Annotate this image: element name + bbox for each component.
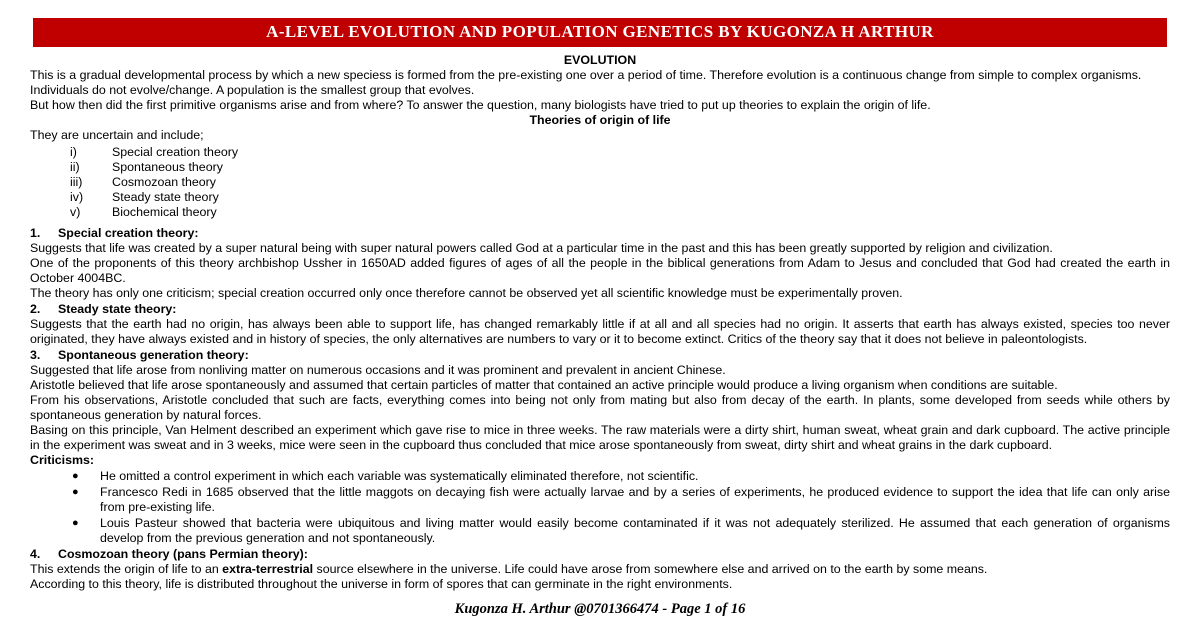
section-4-text-post: source elsewhere in the universe. Life could have arose from somewhere else and arrived on to the earth by some means. <box>313 562 988 577</box>
section-4-bold-term: extra-terrestrial <box>222 562 314 577</box>
intro-paragraph-3: But how then did the first primitive organisms arise and from where? To answer the question, many biologists have tried to put up theories to explain the origin of life. <box>30 98 931 112</box>
section-3-paragraph-2: Aristotle believed that life arose spontaneously and assumed that certain particles of matter that contained an active principle would produce a living organism when conditions are suitable. <box>30 378 1058 392</box>
list-marker: i) <box>70 145 77 159</box>
section-title-text: Steady state theory: <box>58 302 177 316</box>
section-heading-theories: Theories of origin of life <box>529 113 671 127</box>
list-marker: v) <box>70 205 81 219</box>
list-marker: ii) <box>70 160 80 174</box>
section-3-heading <box>30 348 1170 363</box>
criticism-text: Francesco Redi in 1685 observed that the little maggots on decaying fish were actually larvae and by a series of experiments, he produced evidence to support the idea that life can only arise from pre-existing life. <box>100 485 1170 515</box>
section-1-paragraph-3: The theory has only one criticism; special creation occurred only once therefore cannot be observed yet all scientific knowledge must be experimentally proven. <box>30 286 903 300</box>
list-lead-text: They are uncertain and include; <box>30 128 204 142</box>
section-number: 3. <box>30 348 41 362</box>
list-item <box>70 175 1170 190</box>
list-item <box>72 485 1170 515</box>
page-title: EVOLUTION <box>563 53 637 67</box>
criticisms-label: Criticisms: <box>30 453 95 467</box>
section-number: 1. <box>30 226 41 240</box>
bullet-icon: ● <box>72 470 79 482</box>
list-item <box>70 160 1170 175</box>
section-4-heading <box>30 547 1170 562</box>
section-3-paragraph-3: From his observations, Aristotle concluded that such are facts, everything comes into being not only from mating but also from decay of the earth. In plants, some developed from seeds while others by spontaneous generation by natural forces. <box>30 393 1170 422</box>
section-number: 4. <box>30 547 41 562</box>
theories-list <box>30 145 1170 220</box>
section-1-paragraph-1: Suggests that life was created by a super natural being with super natural powers called God at a particular time in the past and this has been greatly supported by religion and civilization. <box>30 241 1053 255</box>
list-item <box>72 516 1170 546</box>
list-item <box>70 205 1170 220</box>
list-item-label: Cosmozoan theory <box>112 175 216 189</box>
section-1-paragraph-2: One of the proponents of this theory archbishop Ussher in 1650AD added figures of ages of all the people in the biblical generations from Adam to Jesus and concluded that God had created the earth in October 4004BC. <box>30 256 1170 285</box>
section-3-paragraph-4: Basing on this principle, Van Helment described an experiment which gave rise to mice in three weeks. The raw materials were a dirty shirt, human sweat, wheat grain and dark cupboard. The active principle in the experiment was sweat and in 3 weeks, mice were seen in the cupboard thus concluded that mice arose spontaneously from sweat, dirty shirt and wheat grains in the dark cupboard. <box>30 423 1170 452</box>
bullet-icon: ● <box>72 517 79 530</box>
section-2-heading <box>30 302 1170 317</box>
section-4-text-pre: This extends the origin of life to an <box>30 562 223 577</box>
intro-paragraph-2: Individuals do not evolve/change. A population is the smallest group that evolves. <box>30 83 475 97</box>
document-header-banner: A-LEVEL EVOLUTION AND POPULATION GENETICS BY KUGONZA H ARTHUR <box>33 18 1167 47</box>
list-item-label: Spontaneous theory <box>112 160 223 174</box>
section-3-paragraph-1: Suggested that life arose from nonliving matter on numerous occasions and it was prominent and prevalent in ancient Chinese. <box>30 363 726 377</box>
list-item <box>72 469 1170 484</box>
section-title-text: Special creation theory: <box>58 226 199 240</box>
criticism-text: He omitted a control experiment in which each variable was systematically eliminated therefore, not scientific. <box>100 469 699 483</box>
section-4-paragraph-1 <box>30 562 1170 577</box>
list-item-label: Biochemical theory <box>112 205 217 219</box>
list-item-label: Special creation theory <box>112 145 239 159</box>
section-4-paragraph-2: According to this theory, life is distributed throughout the universe in form of spores that can germinate in the right environments. <box>30 577 733 592</box>
criticism-text: Louis Pasteur showed that bacteria were ubiquitous and living matter would easily become contaminated if it was not adequately sterilized. He assumed that each generation of organisms develop from the previous generation and not spontaneously. <box>100 516 1170 546</box>
list-marker: iii) <box>70 175 83 189</box>
criticisms-list <box>30 469 1170 546</box>
intro-paragraph-1: This is a gradual developmental process by which a new speciess is formed from the pre-existing one over a period of time. Therefore evolution is a continuous change from simple to complex organisms. <box>30 68 1142 82</box>
section-title-text: Spontaneous generation theory: <box>58 348 249 362</box>
section-2-paragraph-1: Suggests that the earth had no origin, has always been able to support life, has changed remarkably little if at all and all species had no origin. It asserts that earth has always existed, species too never originated, they have always existed and in history of species, the only alternatives are numbers to vary or it to become extinct. Critics of the theory say that it does not believe in paleontologists. <box>30 317 1170 346</box>
section-title-text: Cosmozoan theory (pans Permian theory): <box>58 547 308 562</box>
list-item-label: Steady state theory <box>112 190 219 204</box>
section-1-heading <box>30 226 1170 241</box>
list-item <box>70 190 1170 205</box>
list-item <box>70 145 1170 160</box>
page-footer: Kugonza H. Arthur @0701366474 - Page 1 of 16 <box>454 601 746 617</box>
bullet-icon: ● <box>72 486 79 499</box>
section-number: 2. <box>30 302 41 316</box>
list-marker: iv) <box>70 190 84 204</box>
document-body <box>30 53 1170 592</box>
